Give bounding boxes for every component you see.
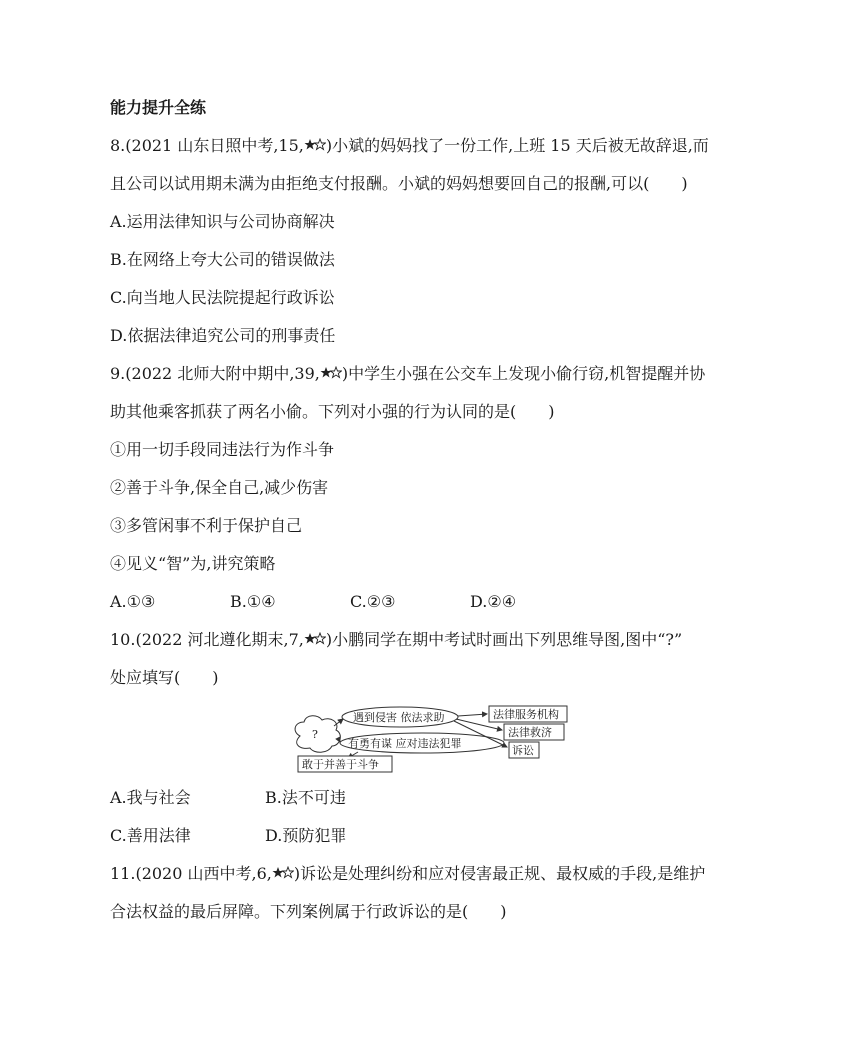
q8-text-line1: )小斌的妈妈找了一份工作,上班 15 天后被无故辞退,而 bbox=[325, 136, 709, 155]
mind-map-center-text: ? bbox=[312, 728, 318, 741]
q11-text-line1: )诉讼是处理纠纷和应对侵害最正规、最权威的手段,是维护 bbox=[293, 864, 706, 883]
q9-option-d: D.②④ bbox=[470, 592, 517, 611]
q10-option-d: D.预防犯罪 bbox=[265, 826, 347, 845]
q10-option-a: A.我与社会 bbox=[110, 788, 191, 807]
q10-text-line2: 处应填写( ) bbox=[110, 668, 219, 687]
q10-option-b: B.法不可违 bbox=[265, 788, 346, 807]
q10-line1 bbox=[110, 629, 682, 651]
q9-statement-3: ③多管闲事不利于保护自己 bbox=[110, 516, 303, 535]
q8-option-a: A.运用法律知识与公司协商解决 bbox=[110, 212, 335, 231]
q9-option-b: B.①④ bbox=[230, 592, 276, 611]
section-title: 能力提升全练 bbox=[110, 98, 207, 117]
q9-statement-4: ④见义“智”为,讲究策略 bbox=[110, 554, 276, 573]
q9-prefix: 9.(2022 北师大附中期中,39, bbox=[110, 364, 320, 383]
mind-map-leaf4-text: 敢于并善于斗争 bbox=[302, 758, 379, 771]
q8-text-line2: 且公司以试用期未满为由拒绝支付报酬。小斌的妈妈想要回自己的报酬,可以( ) bbox=[110, 174, 688, 193]
q11-line1 bbox=[110, 863, 705, 885]
mind-map-branch1-text: 遇到侵害 依法求助 bbox=[353, 711, 445, 724]
difficulty-star-icon bbox=[320, 366, 342, 380]
difficulty-star-icon bbox=[272, 866, 294, 880]
difficulty-star-icon bbox=[304, 138, 326, 152]
mind-map-leaf1-text: 法律服务机构 bbox=[493, 708, 559, 721]
mind-map-diagram bbox=[288, 702, 588, 774]
q10-option-c: C.善用法律 bbox=[110, 826, 191, 845]
q10-prefix: 10.(2022 河北遵化期末,7, bbox=[110, 630, 304, 649]
q9-option-a: A.①③ bbox=[110, 592, 156, 611]
q9-statement-2: ②善于斗争,保全自己,减少伤害 bbox=[110, 478, 329, 497]
q10-text-line1: )小鹏同学在期中考试时画出下列思维导图,图中“?” bbox=[325, 630, 683, 649]
mind-map-branch2-text: 有勇有谋 应对违法犯罪 bbox=[348, 737, 462, 750]
q9-text-line1: )中学生小强在公交车上发现小偷行窃,机智提醒并协 bbox=[341, 364, 706, 383]
q11-text-line2: 合法权益的最后屏障。下列案例属于行政诉讼的是( ) bbox=[110, 902, 507, 921]
q8-line1 bbox=[110, 135, 709, 157]
q9-option-c: C.②③ bbox=[350, 592, 396, 611]
q9-statement-1: ①用一切手段同违法行为作斗争 bbox=[110, 440, 335, 459]
q8-option-d: D.依据法律追究公司的刑事责任 bbox=[110, 326, 336, 345]
q11-prefix: 11.(2020 山西中考,6, bbox=[110, 864, 272, 883]
q9-text-line2: 助其他乘客抓获了两名小偷。下列对小强的行为认同的是( ) bbox=[110, 402, 555, 421]
q8-prefix: 8.(2021 山东日照中考,15, bbox=[110, 136, 304, 155]
q9-line1 bbox=[110, 363, 705, 385]
q8-option-c: C.向当地人民法院提起行政诉讼 bbox=[110, 288, 335, 307]
mind-map-leaf2-text: 法律救济 bbox=[508, 726, 552, 739]
mind-map-leaf3-text: 诉讼 bbox=[512, 744, 534, 757]
q8-option-b: B.在网络上夸大公司的错误做法 bbox=[110, 250, 335, 269]
difficulty-star-icon bbox=[304, 632, 326, 646]
